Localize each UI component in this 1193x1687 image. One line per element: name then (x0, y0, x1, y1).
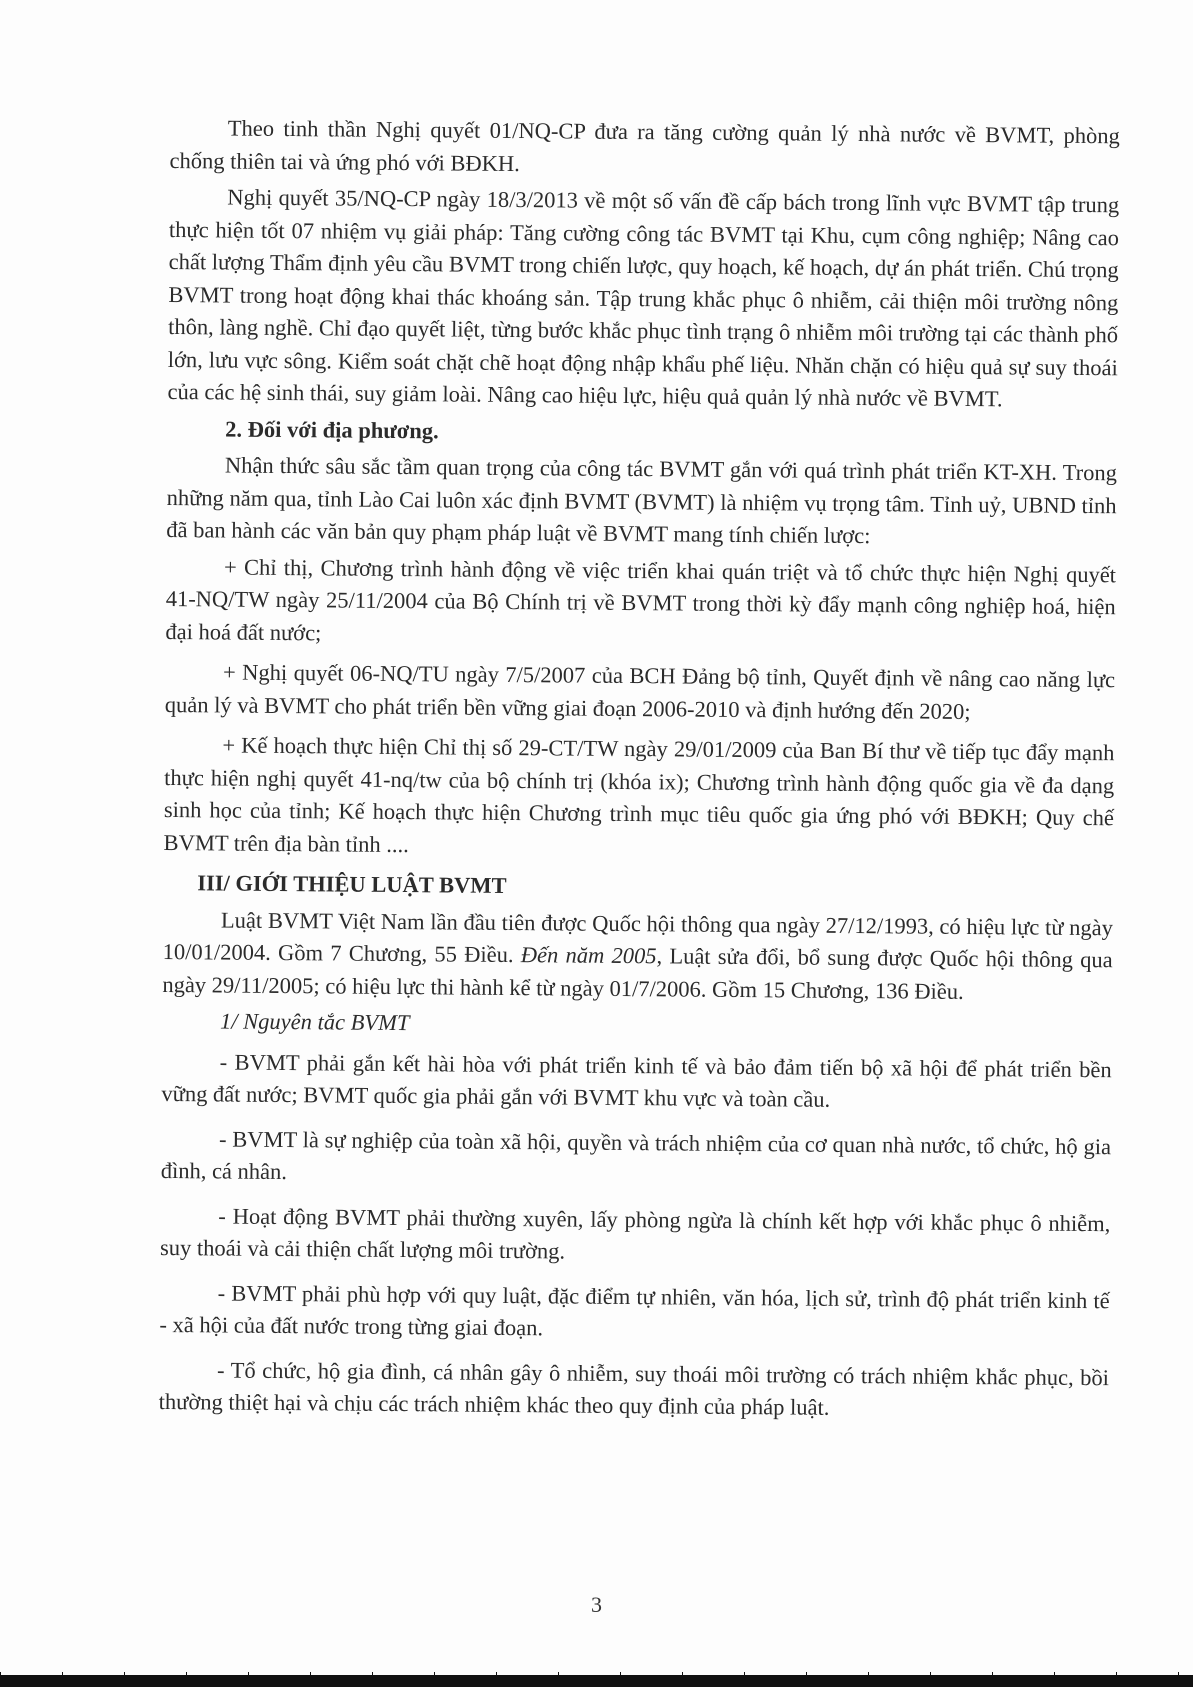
section-heading: III/ GIỚI THIỆU LUẬT BVMT (197, 870, 507, 898)
list-item: + Kế hoạch thực hiện Chỉ thị số 29-CT/TW ngày 29/01/2009 của Ban Bí thư về tiếp tục đẩy mạnh thực hiện nghị quyết 41-nq/tw của bộ chính trị (khóa ix); Chương trình hành động quốc gia về đa dạng sinh học của tỉnh; Kế hoạch thực hiện Chương trình mục tiêu quốc gia ứng phó với BĐKH; Quy chế BVMT trên địa bàn tỉnh .... (163, 732, 1115, 857)
list-item: - Hoạt động BVMT phải thường xuyên, lấy phòng ngừa là chính kết hợp với khắc phục ô nhiễm, suy thoái và cải thiện chất lượng môi trường. (159, 1202, 1111, 1264)
paragraph (162, 903, 1113, 1009)
list-item: + Nghị quyết 06-NQ/TU ngày 7/5/2007 của BCH Đảng bộ tỉnh, Quyết định về nâng cao năng lực quản lý và BVMT cho phát triển bền vững giai đoạn 2006-2010 và định hướng đến 2020; (164, 659, 1116, 724)
document-body (158, 112, 1119, 1439)
paragraph: Nhận thức sâu sắc tầm quan trọng của công tác BVMT gắn với quá trình phát triển KT-XH. Trong những năm qua, tỉnh Lào Cai luôn xác định BVMT (BVMT) là nhiệm vụ trọng tâm. Tỉnh uỷ, UBND tỉnh đã ban hành các văn bản quy phạm pháp luật về BVMT mang tính chiến lược: (166, 452, 1117, 549)
section-heading: 2. Đối với địa phương. (225, 415, 439, 443)
list-item: + Chỉ thị, Chương trình hành động về việc triển khai quán triệt và tổ chức thực hiện Nghị quyết 41-NQ/TW ngày 25/11/2004 của Bộ Chính trị về BVMT trong thời kỳ đẩy mạnh công nghiệp hoá, hiện đại hoá đất nước; (165, 553, 1117, 645)
subsection-heading: 1/ Nguyên tắc BVMT (219, 1008, 410, 1036)
list-item: - Tổ chức, hộ gia đình, cá nhân gây ô nhiễm, suy thoái môi trường có trách nhiệm khắc phục, bồi thường thiệt hại và chịu các trách nhiệm khác theo quy định của pháp luật. (158, 1356, 1110, 1420)
list-item: - BVMT là sự nghiệp của toàn xã hội, quyền và trách nhiệm của cơ quan nhà nước, tổ chức, hộ gia đình, cá nhân. (160, 1125, 1112, 1185)
text-run: Luật BVMT Việt Nam lần đầu tiên được Quốc hội thông qua ngày 27/12/1993, có hiệu lực từ ngày 10/01/2004. Gồm 7 Chương, 55 Điều. (162, 906, 1114, 968)
paragraph: Theo tinh thần Nghị quyết 01/NQ-CP đưa ra tăng cường quản lý nhà nước về BVMT, phòng chống thiên tai và ứng phó với BĐKH. (169, 115, 1120, 176)
page-number: 3 (591, 1592, 602, 1617)
list-item: - BVMT phải gắn kết hài hòa với phát triển kinh tế và bảo đảm tiến bộ xã hội để phát triển bền vững đất nước; BVMT quốc gia phải gắn với BVMT khu vực và toàn cầu. (161, 1048, 1112, 1112)
scan-bottom-border (0, 1675, 1193, 1687)
text-run: , Luật sửa đổi, bổ sung được Quốc hội thông qua ngày 29/11/2005; có hiệu lực thi hành kể từ ngày 01/7/2006. Gồm 15 Chương, 136 Điều. (162, 943, 1113, 1004)
list-item: - BVMT phải phù hợp với quy luật, đặc điểm tự nhiên, văn hóa, lịch sử, trình độ phát triển kinh tế - xã hội của đất nước trong từng giai đoạn. (159, 1279, 1110, 1341)
paragraph: Nghị quyết 35/NQ-CP ngày 18/3/2013 về một số vấn đề cấp bách trong lĩnh vực BVMT tập trung thực hiện tốt 07 nhiệm vụ giải pháp: Tăng cường công tác BVMT tại Khu, cụm công nghiệp; Nâng cao chất lượng Thẩm định yêu cầu BVMT trong chiến lược, quy hoạch, kế hoạch, dự án phát triển. Chú trọng BVMT trong hoạt động khai thác khoáng sản. Tập trung khắc phục ô nhiễm, cải thiện môi trường nông thôn, làng nghề. Chỉ đạo quyết liệt, từng bước khắc phục tình trạng ô nhiễm môi trường tại các thành phố lớn, lưu vực sông. Kiểm soát chặt chẽ hoạt động nhập khẩu phế liệu. Nhăn chặn có hiệu quả sự suy thoái của các hệ sinh thái, suy giảm loài. Nâng cao hiệu lực, hiệu quả quản lý nhà nước về BVMT. (167, 184, 1120, 412)
italic-run: Đến năm 2005 (520, 942, 657, 969)
